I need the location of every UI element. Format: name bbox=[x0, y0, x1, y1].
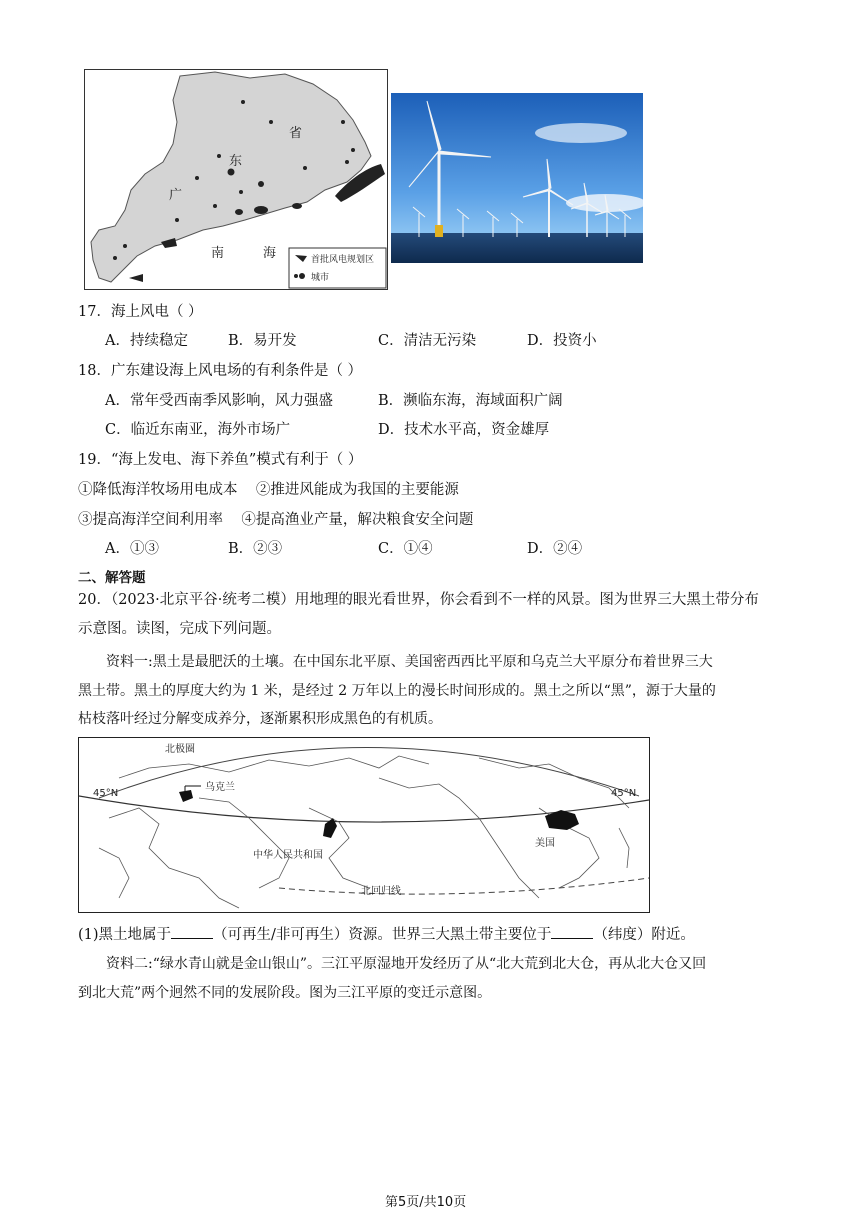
q18-option-c[interactable]: C．临近东南亚，海外市场广 bbox=[105, 422, 291, 438]
q17-option-a[interactable]: A．持续稳定 bbox=[105, 333, 188, 349]
page-number: 第5页/共10页 bbox=[385, 1195, 467, 1210]
q20-material1-line3: 枯枝落叶经过分解变成养分，逐渐累积形成黑色的有机质。 bbox=[78, 711, 442, 727]
map-label-guang: 广 bbox=[169, 188, 183, 203]
q19-items-line1: ①降低海洋牧场用电成本 ②推进风能成为我国的主要能源 bbox=[78, 482, 459, 498]
black-soil-world-map bbox=[78, 737, 650, 913]
q20-material1-line1: 资料一:黑土是最肥沃的土壤。在中国东北平原、美国密西西比平原和乌克兰大平原分布着世界三大 bbox=[106, 654, 713, 670]
q19-option-d[interactable]: D．②④ bbox=[527, 541, 583, 557]
q19-items-line2: ③提高海洋空间利用率 ④提高渔业产量，解决粮食安全问题 bbox=[78, 512, 474, 528]
map-label-sheng: 省 bbox=[289, 126, 303, 141]
black-soil-ukraine bbox=[179, 790, 193, 802]
wind-zone-2 bbox=[235, 209, 243, 215]
label-ukraine: 乌克兰 bbox=[205, 782, 235, 793]
q18-option-b[interactable]: B．濒临东海，海域面积广阔 bbox=[378, 393, 563, 409]
q19-option-a[interactable]: A．①③ bbox=[105, 541, 159, 557]
offshore-wind-illustration bbox=[391, 93, 643, 263]
arctic-circle-line bbox=[99, 747, 639, 798]
tropic-of-cancer-line bbox=[279, 878, 649, 894]
q19-option-c[interactable]: C．①④ bbox=[378, 541, 433, 557]
section-heading: 二、解答题 bbox=[78, 570, 146, 586]
q20-material2-line2: 到北大荒”两个迥然不同的发展阶段。图为三江平原的变迁示意图。 bbox=[78, 985, 492, 1001]
guangdong-map bbox=[84, 69, 388, 290]
q18-option-d[interactable]: D．技术水平高，资金雄厚 bbox=[378, 422, 550, 438]
q17-option-c[interactable]: C．清洁无污染 bbox=[378, 333, 477, 349]
wind-zone-3 bbox=[292, 203, 302, 209]
label-usa: 美国 bbox=[535, 838, 555, 849]
q20-part1 bbox=[78, 924, 695, 945]
q20-stem-line1: 20．（2023·北京平谷·统考二模）用地理的眼光看世界，你会看到不一样的风景。图为世界三大黑土带分布 bbox=[78, 592, 759, 608]
q19-option-b[interactable]: B．②③ bbox=[228, 541, 283, 557]
q20-material2-line1: 资料二:“绿水青山就是金山银山”。三江平原湿地开发经历了从“北大荒到北大仓，再从北大仓又回 bbox=[106, 956, 707, 972]
map-label-dong: 东 bbox=[229, 154, 243, 169]
q20-part1-suffix: （纬度）附近。 bbox=[593, 927, 695, 943]
q20-part1-prefix: (1)黑土地属于 bbox=[78, 927, 172, 943]
offshore-wind-photo bbox=[391, 93, 643, 263]
legend-city-label: 城市 bbox=[311, 273, 330, 283]
q18-option-a[interactable]: A．常年受西南季风影响，风力强盛 bbox=[105, 393, 333, 409]
label-china: 中华人民共和国 bbox=[253, 850, 323, 861]
label-arctic-circle: 北极圈 bbox=[165, 744, 195, 755]
map-label-hai: 海 bbox=[263, 246, 277, 261]
q20-material1-line2: 黑土带。黑土的厚度大约为 1 米，是经过 2 万年以上的漫长时间形成的。黑土之所以“黑”，源于大量的 bbox=[78, 683, 716, 699]
map-label-nan: 南 bbox=[211, 246, 225, 261]
q20-stem-line2: 示意图。读图，完成下列问题。 bbox=[78, 621, 281, 637]
q20-part1-middle: （可再生/非可再生）资源。世界三大黑土带主要位于 bbox=[213, 927, 552, 943]
wind-zone-1 bbox=[254, 206, 268, 214]
legend-wind-label: 首批风电规划区 bbox=[311, 255, 375, 265]
answer-blank-latitude[interactable] bbox=[551, 924, 593, 939]
label-45n-left: 45°N bbox=[93, 788, 119, 799]
label-45n-right: 45°N bbox=[611, 788, 637, 799]
label-tropic-of-cancer: 北回归线 bbox=[361, 886, 401, 897]
wind-zone-5 bbox=[129, 274, 143, 282]
q18-stem: 18．广东建设海上风电场的有利条件是（ ） bbox=[78, 363, 363, 379]
answer-blank-resource-type[interactable] bbox=[171, 924, 213, 939]
q17-option-d[interactable]: D．投资小 bbox=[527, 333, 597, 349]
q17-option-b[interactable]: B．易开发 bbox=[228, 333, 297, 349]
q17-stem: 17．海上风电（ ） bbox=[78, 304, 203, 320]
q19-stem: 19．“海上发电、海下养鱼”模式有利于（ ） bbox=[78, 452, 363, 468]
